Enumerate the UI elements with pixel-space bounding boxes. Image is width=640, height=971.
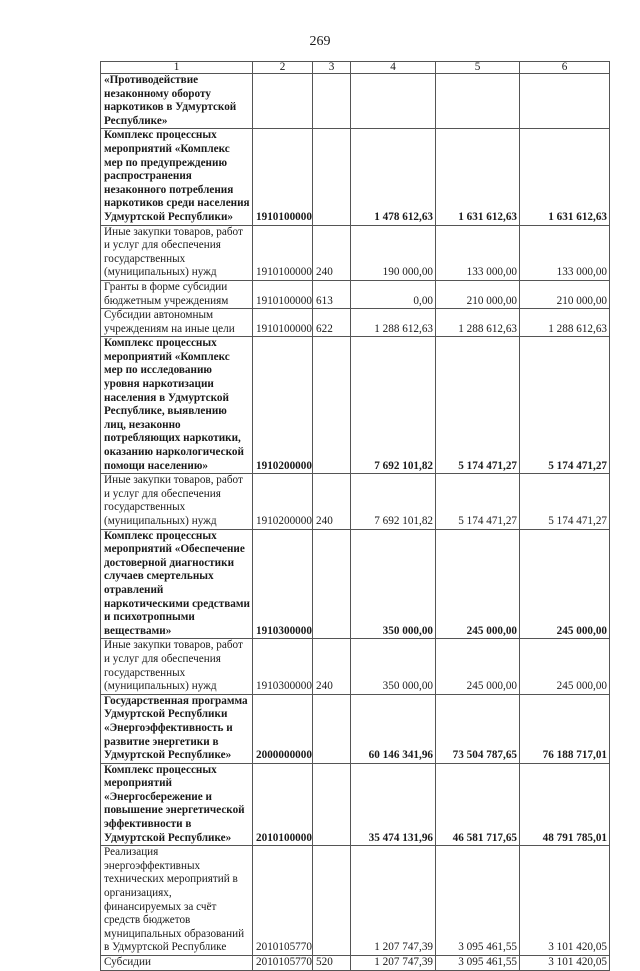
row-value-1: 190 000,00 <box>351 225 436 280</box>
row-value-1: 0,00 <box>351 280 436 308</box>
row-expense-type: 613 <box>313 280 351 308</box>
row-code: 2010100000 <box>253 763 313 846</box>
row-name: Комплекс процессных мероприятий «Обеспечение достоверной диагностики случаев смертельных отравлений наркотическими средствами и психотропными веществами» <box>101 529 253 639</box>
row-value-3: 1 288 612,63 <box>520 309 610 337</box>
row-expense-type <box>313 763 351 846</box>
row-value-2: 3 095 461,55 <box>436 956 520 971</box>
row-value-1: 35 474 131,96 <box>351 763 436 846</box>
row-value-2: 245 000,00 <box>436 639 520 694</box>
row-value-2: 73 504 787,65 <box>436 694 520 763</box>
row-value-3: 3 101 420,05 <box>520 956 610 971</box>
table-row <box>101 129 610 225</box>
row-expense-type <box>313 694 351 763</box>
column-header-4: 4 <box>351 62 436 74</box>
table-row <box>101 694 610 763</box>
row-value-2: 210 000,00 <box>436 280 520 308</box>
table-row <box>101 225 610 280</box>
row-name: Иные закупки товаров, работ и услуг для обеспечения государственных (муниципальных) нужд <box>101 639 253 694</box>
row-value-1: 1 207 747,39 <box>351 956 436 971</box>
budget-table <box>100 61 610 971</box>
row-expense-type: 240 <box>313 474 351 529</box>
row-value-2: 1 288 612,63 <box>436 309 520 337</box>
row-value-1: 1 288 612,63 <box>351 309 436 337</box>
row-value-2: 5 174 471,27 <box>436 337 520 474</box>
row-value-1: 7 692 101,82 <box>351 474 436 529</box>
table-row <box>101 74 610 129</box>
row-expense-type <box>313 129 351 225</box>
row-code: 1910300000 <box>253 639 313 694</box>
column-header-5: 5 <box>436 62 520 74</box>
table-row <box>101 474 610 529</box>
row-name: Иные закупки товаров, работ и услуг для обеспечения государственных (муниципальных) нужд <box>101 474 253 529</box>
row-value-1: 7 692 101,82 <box>351 337 436 474</box>
row-name: Комплекс процессных мероприятий «Энергосбережение и повышение энергетической эффективности в Удмуртской Республике» <box>101 763 253 846</box>
row-name: Иные закупки товаров, работ и услуг для обеспечения государственных (муниципальных) нужд <box>101 225 253 280</box>
row-value-2: 3 095 461,55 <box>436 846 520 956</box>
row-value-3: 245 000,00 <box>520 529 610 639</box>
row-value-3: 5 174 471,27 <box>520 337 610 474</box>
table-row <box>101 846 610 956</box>
row-expense-type <box>313 529 351 639</box>
row-value-1: 1 478 612,63 <box>351 129 436 225</box>
row-value-2: 133 000,00 <box>436 225 520 280</box>
row-value-2: 1 631 612,63 <box>436 129 520 225</box>
row-expense-type: 520 <box>313 956 351 971</box>
row-value-1 <box>351 74 436 129</box>
row-expense-type <box>313 846 351 956</box>
row-code: 1910100000 <box>253 225 313 280</box>
row-value-3 <box>520 74 610 129</box>
column-header-6: 6 <box>520 62 610 74</box>
column-header-3: 3 <box>313 62 351 74</box>
row-value-2: 245 000,00 <box>436 529 520 639</box>
row-value-1: 60 146 341,96 <box>351 694 436 763</box>
table-row <box>101 309 610 337</box>
row-value-3: 5 174 471,27 <box>520 474 610 529</box>
table-row <box>101 956 610 971</box>
row-value-3: 3 101 420,05 <box>520 846 610 956</box>
row-expense-type <box>313 74 351 129</box>
row-value-3: 133 000,00 <box>520 225 610 280</box>
table-row <box>101 639 610 694</box>
row-value-1: 350 000,00 <box>351 639 436 694</box>
row-expense-type <box>313 337 351 474</box>
column-header-1: 1 <box>101 62 253 74</box>
row-code: 1910100000 <box>253 129 313 225</box>
row-code: 2010105770 <box>253 956 313 971</box>
table-row <box>101 337 610 474</box>
row-code <box>253 74 313 129</box>
row-code: 2000000000 <box>253 694 313 763</box>
column-header-2: 2 <box>253 62 313 74</box>
row-name: Субсидии <box>101 956 253 971</box>
row-expense-type: 240 <box>313 639 351 694</box>
row-value-3: 245 000,00 <box>520 639 610 694</box>
row-value-2: 5 174 471,27 <box>436 474 520 529</box>
row-name: Государственная программа Удмуртской Республики «Энергоэффективность и развитие энергетики в Удмуртской Республике» <box>101 694 253 763</box>
row-value-2: 46 581 717,65 <box>436 763 520 846</box>
row-code: 1910200000 <box>253 474 313 529</box>
row-code: 1910100000 <box>253 280 313 308</box>
row-name: Гранты в форме субсидии бюджетным учреждениям <box>101 280 253 308</box>
row-name: Субсидии автономным учреждениям на иные цели <box>101 309 253 337</box>
row-expense-type: 240 <box>313 225 351 280</box>
row-value-2 <box>436 74 520 129</box>
row-code: 1910100000 <box>253 309 313 337</box>
row-name: Реализация энергоэффективных технических мероприятий в организациях, финансируемых за счёт средств бюджетов муниципальных образований в Удмуртской Республике <box>101 846 253 956</box>
row-value-3: 1 631 612,63 <box>520 129 610 225</box>
row-code: 1910300000 <box>253 529 313 639</box>
row-value-1: 1 207 747,39 <box>351 846 436 956</box>
row-code: 1910200000 <box>253 337 313 474</box>
row-name: «Противодействие незаконному обороту наркотиков в Удмуртской Республике» <box>101 74 253 129</box>
page-number: 269 <box>309 34 331 49</box>
header-row <box>101 62 610 74</box>
row-value-3: 48 791 785,01 <box>520 763 610 846</box>
row-value-3: 76 188 717,01 <box>520 694 610 763</box>
table-row <box>101 529 610 639</box>
row-value-3: 210 000,00 <box>520 280 610 308</box>
row-name: Комплекс процессных мероприятий «Комплекс мер по исследованию уровня наркотизации населения в Удмуртской Республике, выявлению лиц, незаконно потребляющих наркотики, оказанию наркологической помощи населению» <box>101 337 253 474</box>
row-value-1: 350 000,00 <box>351 529 436 639</box>
row-expense-type: 622 <box>313 309 351 337</box>
table-row <box>101 763 610 846</box>
table-row <box>101 280 610 308</box>
row-code: 2010105770 <box>253 846 313 956</box>
row-name: Комплекс процессных мероприятий «Комплекс мер по предупреждению распространения незаконного потребления наркотиков среди населения Удмуртской Республики» <box>101 129 253 225</box>
